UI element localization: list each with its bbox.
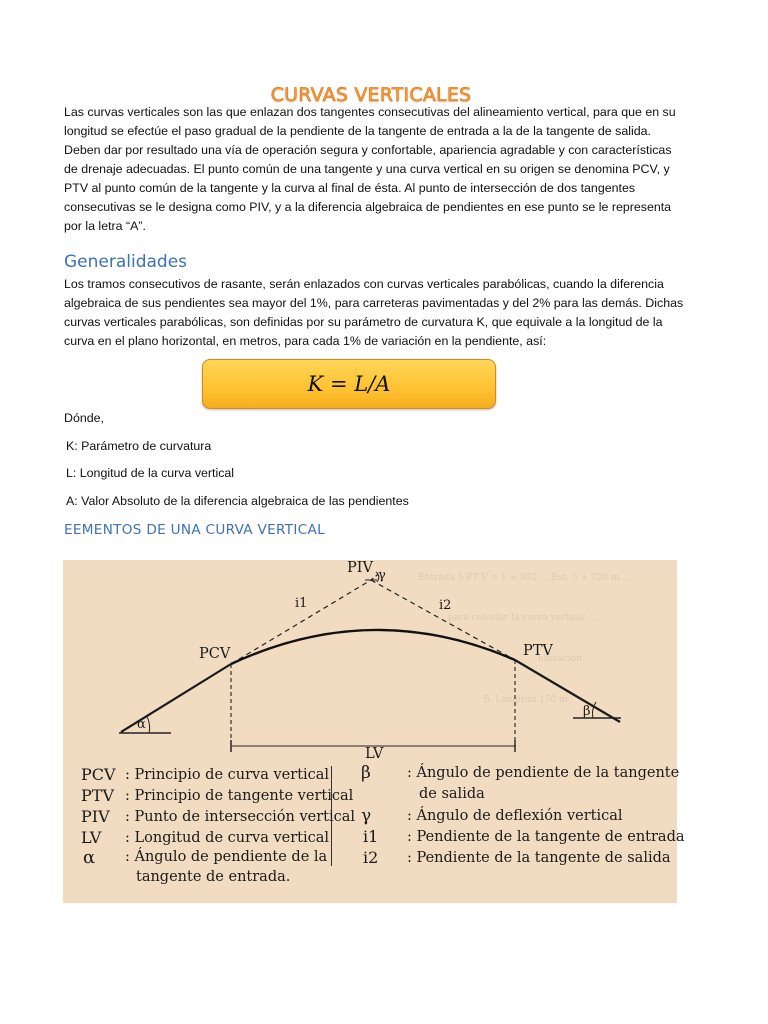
legend-left-text-6: tangente de entrada. (136, 869, 291, 885)
legend-right-text-2: de salida (419, 786, 485, 802)
figure-heading: EEMENTOS DE UNA CURVA VERTICAL (64, 522, 325, 538)
legend-left-sym-5: α (83, 847, 96, 868)
legend-left-text-2: : Principio de tangente vertical (125, 788, 354, 804)
definition-l: L: Longitud de la curva vertical (66, 466, 235, 480)
label-lv: LV (365, 746, 384, 762)
legend-left-text-3: : Punto de intersección vertical (125, 809, 356, 825)
definition-k: K: Parámetro de curvatura (66, 439, 212, 453)
formula-box (202, 359, 496, 409)
label-gamma: γ (378, 568, 386, 583)
vertical-curve-figure (63, 560, 685, 903)
legend-left-sym-4: LV (81, 828, 102, 847)
legend-right-text-5: : Pendiente de la tangente de salida (407, 850, 671, 866)
formula-text: K = L/A (307, 372, 391, 396)
label-piv: PIV (347, 560, 373, 576)
label-i2: i2 (439, 598, 452, 613)
legend-left-text-5: : Ángulo de pendiente de la (125, 849, 328, 865)
donde-label: Dónde, (64, 411, 104, 425)
label-pcv: PCV (199, 646, 231, 662)
label-alpha: α (137, 717, 146, 732)
legend-left-text-1: : Principio de curva vertical (125, 767, 330, 783)
legend-right-sym-4: i1 (363, 827, 379, 846)
legend-left-sym-1: PCV (81, 765, 116, 784)
legend-right-text-4: : Pendiente de la tangente de entrada (407, 829, 685, 845)
label-ptv: PTV (523, 643, 553, 659)
legend-left-sym-3: PIV (81, 807, 110, 826)
legend-right-text-1: : Ángulo de pendiente de la tangente (407, 765, 680, 781)
label-beta: β (583, 704, 591, 719)
legend-right-sym-3: γ (361, 806, 372, 826)
intro-paragraph: Las curvas verticales son las que enlazan dos tangentes consecutivas del alineamiento vertical, para que en su longitud se efectúe el paso gradual de la pendiente de la tangente de entrada a la de la tangente de salida. Deben dar por resultado una vía de operación segura y confortable, apariencia agradable y con características de drenaje adecuadas. El punto común de una tangente y una curva vertical en su origen se denomina PCV, y PTV al punto común de la tangente y la curva al final de ésta. Al punto de intersección de dos tangentes consecutivas se le designa como PIV, y a la diferencia algebraica de pendientes en ese punto se le representa por la letra “A”. (64, 105, 676, 233)
generalidades-paragraph: Los tramos consecutivos de rasante, serán enlazados con curvas verticales parabólicas, cuando la diferencia algebraica de sus pendientes sea mayor del 1%, para carreteras pavimentadas y del 2% para las demás. Dichas curvas verticales parabólicas, son definidas por su parámetro de curvatura K, que equivale a la longitud de la curva en el plano horizontal, en metros, para cada 1% de variación en la pendiente, así: (64, 277, 684, 348)
label-i1: i1 (295, 596, 308, 611)
legend-right (63, 560, 685, 903)
legend-right-sym-1: β (361, 763, 371, 783)
section-heading-generalidades: Generalidades (64, 252, 188, 272)
svg-text:Entrada 5 PT V = 1 + 392 ...: Entrada 5 PT V = 1 + 392 ... Est. 5 + 720 m ... (418, 573, 631, 583)
page-title: CURVAS VERTICALES (270, 84, 472, 106)
definition-a: A: Valor Absoluto de la diferencia algebraica de las pendientes (66, 494, 409, 508)
svg-text:B. Longitud 150 m: B. Longitud 150 m (483, 695, 568, 705)
legend-right-sym-5: i2 (363, 848, 379, 867)
legend-left-text-4: : Longitud de curva vertical (125, 830, 330, 846)
svg-text:ubicación: ubicación (538, 654, 582, 664)
legend-right-text-3: : Ángulo de deflexión vertical (407, 808, 623, 824)
svg-text:para calcular la curva vertica: para calcular la curva vertical ... (448, 613, 597, 623)
legend-left-sym-2: PTV (81, 786, 114, 805)
